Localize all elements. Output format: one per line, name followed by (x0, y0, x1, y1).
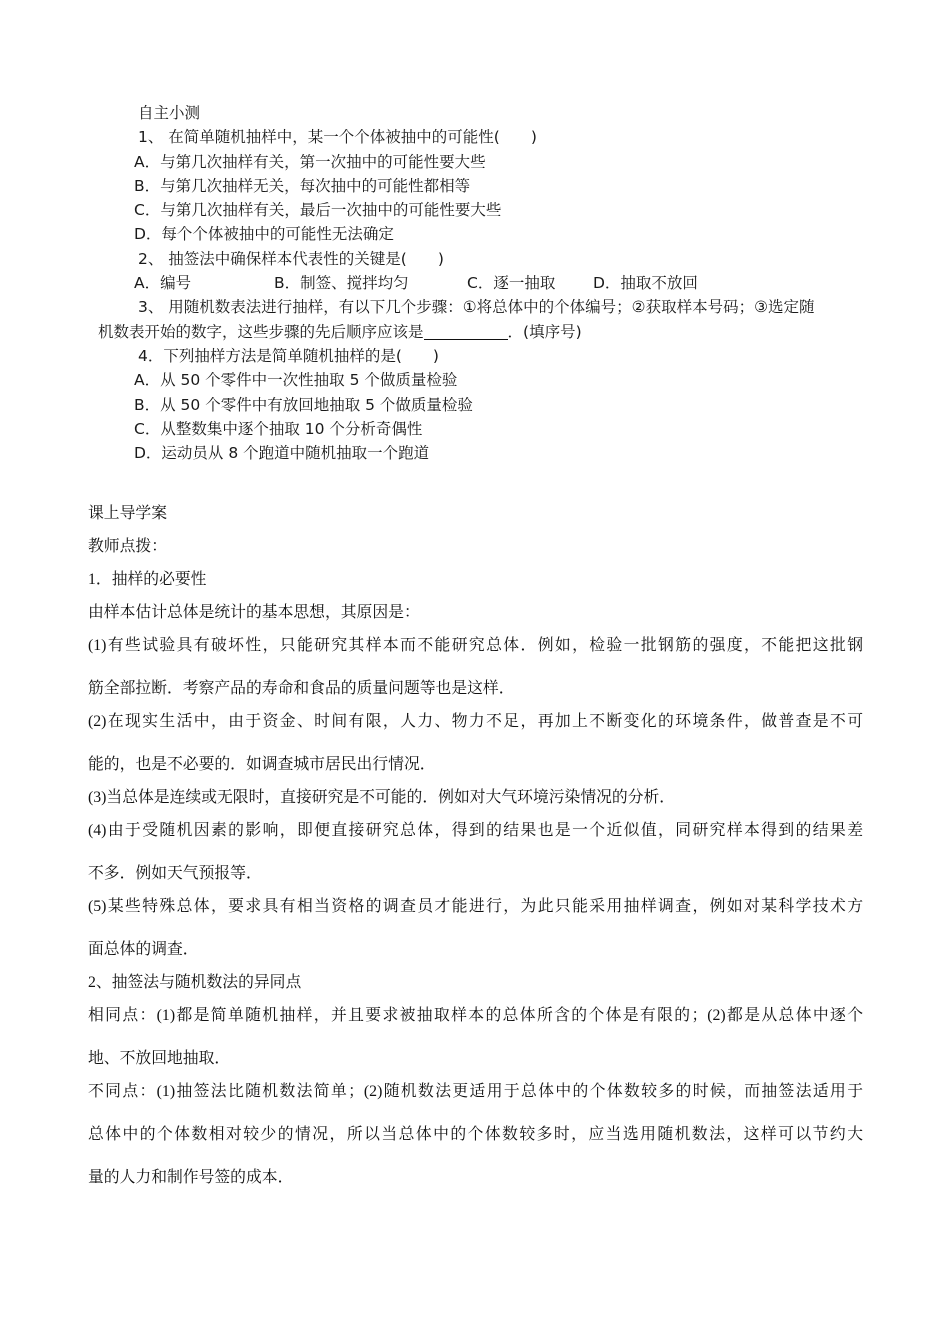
differences-line-2: 总体中的个体数相对较少的情况，所以当总体中的个体数较多时，应当选用随机数法，这样可以节约大 (88, 1126, 863, 1143)
question-4-option-d: D．运动员从 8 个跑道中随机抽取一个跑道 (134, 444, 430, 463)
lesson-section (88, 497, 863, 1194)
differences-line-3: 量的人力和制作号签的成本． (88, 1169, 294, 1186)
section-1-title: 1．抽样的必要性 (88, 571, 207, 588)
question-4-option-b: B．从 50 个零件中有放回地抽取 5 个做质量检验 (134, 395, 473, 414)
reason-4-line-2: 不多．例如天气预报等． (88, 865, 262, 882)
self-test-heading: 自主小测 (138, 104, 201, 122)
question-2-stem: 2、 抽签法中确保样本代表性的关键是( ) (138, 249, 444, 268)
reason-5-line-2: 面总体的调查． (88, 941, 199, 958)
question-3-suffix: ．(填序号) (507, 322, 582, 341)
question-2-option-b: B．制签、搅拌均匀 (274, 274, 409, 293)
reason-2-line-2: 能的，也是不必要的．如调查城市居民出行情况． (88, 756, 436, 773)
section-1-intro: 由样本估计总体是统计的基本思想，其原因是： (88, 604, 420, 621)
reason-4-line-1: (4)由于受随机因素的影响，即便直接研究总体，得到的结果也是一个近似值，同研究样本得到的结果差 (88, 822, 863, 839)
teacher-guidance-label: 教师点拨： (88, 538, 167, 555)
reason-3: (3)当总体是连续或无限时，直接研究是不可能的．例如对大气环境污染情况的分析． (88, 789, 676, 806)
reason-1-line-1: (1)有些试验具有破坏性，只能研究其样本而不能研究总体．例如，检验一批钢筋的强度，不能把这批钢 (88, 637, 863, 654)
question-2-option-d: D．抽取不放回 (593, 274, 698, 293)
reason-2-line-1: (2)在现实生活中，由于资金、时间有限，人力、物力不足，再加上不断变化的环境条件，做普查是不可 (88, 713, 863, 730)
question-4-stem: 4．下列抽样方法是简单随机抽样的是( ) (138, 346, 439, 365)
question-4-option-a: A．从 50 个零件中一次性抽取 5 个做质量检验 (134, 371, 458, 390)
reason-5-line-1: (5)某些特殊总体，要求具有相当资格的调查员才能进行，为此只能采用抽样调查，例如对某科学技术方 (88, 898, 863, 915)
question-3-line-1: 3、 用随机数表法进行抽样，有以下几个步骤：①将总体中的个体编号；②获取样本号码；③选定随 (138, 298, 815, 317)
differences-line-1: 不同点：(1)抽签法比随机数法简单；(2)随机数法更适用于总体中的个体数较多的时候，而抽签法适用于 (88, 1083, 863, 1100)
self-test-section (98, 101, 868, 465)
question-3-text: 机数表开始的数字，这些步骤的先后顺序应该是 (98, 322, 424, 341)
question-2-option-a: A．编号 (134, 274, 192, 293)
similarities-line-1: 相同点：(1)都是简单随机抽样，并且要求被抽取样本的总体所含的个体是有限的；(2)都是从总体中逐个 (88, 1007, 863, 1024)
answer-blank (424, 323, 508, 340)
section-2-title: 2、抽签法与随机数法的异同点 (88, 974, 302, 991)
question-1-option-b: B．与第几次抽样无关，每次抽中的可能性都相等 (134, 176, 471, 195)
reason-1-line-2: 筋全部拉断．考察产品的寿命和食品的质量问题等也是这样． (88, 680, 515, 697)
question-1-option-c: C．与第几次抽样有关，最后一次抽中的可能性要大些 (134, 201, 502, 220)
lesson-title: 课上导学案 (88, 505, 167, 522)
question-1-option-d: D．每个个体被抽中的可能性无法确定 (134, 225, 394, 244)
similarities-line-2: 地、不放回地抽取． (88, 1050, 231, 1067)
question-2-options (98, 271, 868, 295)
question-2-option-c: C．逐一抽取 (467, 274, 556, 293)
question-1-stem: 1、 在简单随机抽样中，某一个个体被抽中的可能性( ) (138, 128, 537, 147)
question-1-option-a: A．与第几次抽样有关，第一次抽中的可能性要大些 (134, 152, 486, 171)
question-3-line-2 (98, 320, 868, 344)
question-4-option-c: C．从整数集中逐个抽取 10 个分析奇偶性 (134, 419, 423, 438)
